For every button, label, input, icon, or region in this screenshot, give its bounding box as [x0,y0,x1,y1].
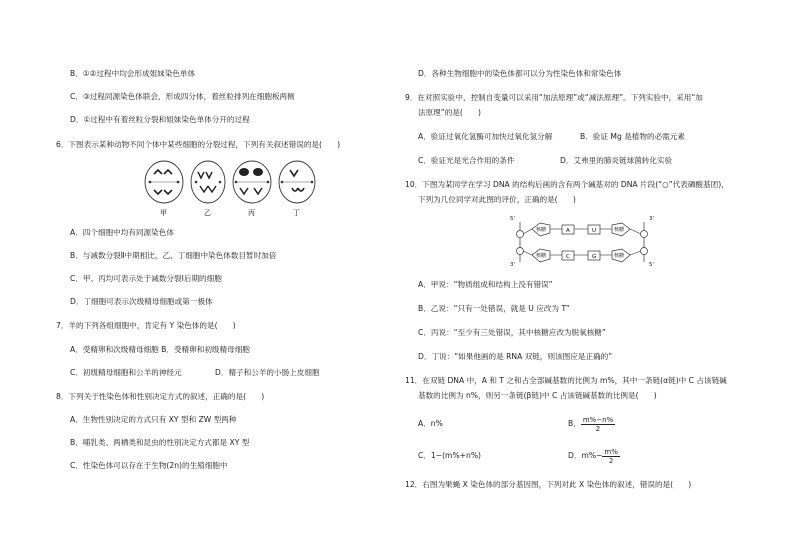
cell-ding [279,161,315,203]
base-label-c: C [566,254,570,260]
phosphate-circle [641,248,648,255]
q11-stem-line2: 基数的比例为 n%，则另一条链(β链)中 C 占该链碱基数的比例是( ) [418,391,657,400]
q11-option-b [568,414,615,434]
end-label-top-right: 3' [649,216,655,222]
cell-label-jia: 甲 [160,209,167,217]
q10-option-c: C．丙说：“至少有三处错误，其中核糖应改为脱氧核糖” [418,328,606,337]
q10-option-d: D．丁说：“如果他画的是 RNA 双链，则该图应是正确的” [418,352,613,361]
fraction-numerator: m%−n% [582,415,614,424]
end-label-top-left: 5' [510,216,516,222]
cell-bing [233,161,271,203]
q8-option-b: B．哺乳类、两栖类和昆虫的性别决定方式都是 XY 型 [70,438,250,447]
end-label-bottom-right: 5' [649,262,655,268]
fraction-denominator: 2 [608,456,614,465]
q8-option-c: C．性染色体可以存在于生物(2n)的生殖细胞中 [70,461,228,470]
fraction [602,448,619,465]
q11-option-a: A．n% [418,419,443,428]
cell-jia [145,161,183,203]
sugar-label: 核糖 [614,253,625,259]
q9-option-c: C．验证光是光合作用的条件 [418,156,515,165]
q5-option-b: B．①②过程中均会形成姐妹染色单体 [70,69,196,78]
base-label-a: A [566,228,570,234]
q6-option-c: C．甲、丙均可表示处于减数分裂Ⅰ后期的细胞 [70,274,222,283]
q9-option-b: B．验证 Mg 是植物的必需元素 [580,132,685,141]
q7-option-ab: A．受精卵和次级精母细胞 B．受精卵和初级精母细胞 [70,345,250,354]
cell-label-bing: 丙 [248,209,255,217]
q11-option-d [568,446,620,466]
fraction-numerator: m% [604,447,618,456]
phosphate-circle [517,248,524,255]
q6-option-d: D．丁细胞可表示次级精母细胞或第一极体 [70,297,213,306]
q5-option-d: D．①过程中有着丝粒分裂和姐妹染色单体分开的过程 [70,115,250,124]
base-label-u: U [592,228,597,234]
phosphate-circle [517,231,524,238]
q6-option-b: B．与减数分裂Ⅱ中期相比，乙、丁细胞中染色体数目暂时加倍 [70,251,277,260]
q8-stem: 8．下列关于性染色体和性别决定方式的叙述，正确的是( ) [56,392,265,401]
q10-option-b: B．乙说：“只有一处错误，就是 U 应改为 T” [418,304,570,313]
q8-option-d: D．各种生物细胞中的染色体都可以分为性染色体和常染色体 [418,69,622,78]
end-label-bottom-left: 3' [510,262,516,268]
q6-cell-figure [140,158,320,218]
sugar-label: 核糖 [614,227,625,233]
q6-option-a: A．四个细胞中均有同源染色体 [70,228,174,237]
fraction-denominator: 2 [595,424,601,433]
q9-option-d: D．艾弗里的肺炎链球菌转化实验 [560,156,673,165]
q9-stem-line2: 法原理”的是( ) [418,108,482,117]
q7-stem: 7．羊的下列各组细胞中，肯定有 Y 染色体的是( ) [56,321,236,330]
option-prefix: D．m%− [568,451,603,460]
q11-stem-line1: 11．在双链 DNA 中，A 和 T 之和占全部碱基数的比例为 m%，其中一条链(α链)中 C 占该链碱 [405,376,727,385]
cell-label-ding: 丁 [293,209,300,217]
q11-option-c: C．1−(m%+n%) [418,451,482,460]
q10-option-a: A．甲说：“物质组成和结构上没有错误” [418,280,553,289]
q5-option-c: C．③过程同源染色体联会，形成四分体，着丝粒排列在细胞板两侧 [70,92,295,101]
q9-option-a: A．验证过氧化氢酶可加快过氧化氢分解 [418,132,553,141]
cell-label-yi: 乙 [204,209,211,217]
q8-option-a: A．生物性别决定的方式只有 XY 型和 ZW 型两种 [70,415,237,424]
sugar-label: 核糖 [536,253,547,259]
q7-option-d: D．精子和公羊的小肠上皮细胞 [215,368,320,377]
q10-stem-line2: 下列为几位同学对此图的评价，正确的是( ) [418,195,576,204]
dna-fragment-diagram [508,212,658,270]
fraction [581,416,615,433]
q12-stem: 12．右图为果蝇 X 染色体的部分基因图，下列对此 X 染色体的叙述，错误的是( ) [405,480,692,489]
sugar-label: 核糖 [536,227,547,233]
q9-stem-line1: 9．在对照实验中，控制自变量可以采用“加法原理”或“减法原理”。下列实验中，采用“加 [405,93,703,102]
base-label-g: G [592,254,597,260]
option-prefix: B． [568,419,581,428]
q10-stem-line1: 10．下图为某同学在学习 DNA 的结构后画的含有两个碱基对的 DNA 片段(“○”代表磷酸基团)， [405,180,729,189]
q6-stem: 6．下图表示某种动物不同个体中某些细胞的分裂过程，下列有关叙述错误的是( ) [56,140,341,149]
q7-option-c: C．初级精母细胞和公羊的神经元 [70,368,182,377]
cell-yi [191,161,225,203]
phosphate-circle [641,231,648,238]
